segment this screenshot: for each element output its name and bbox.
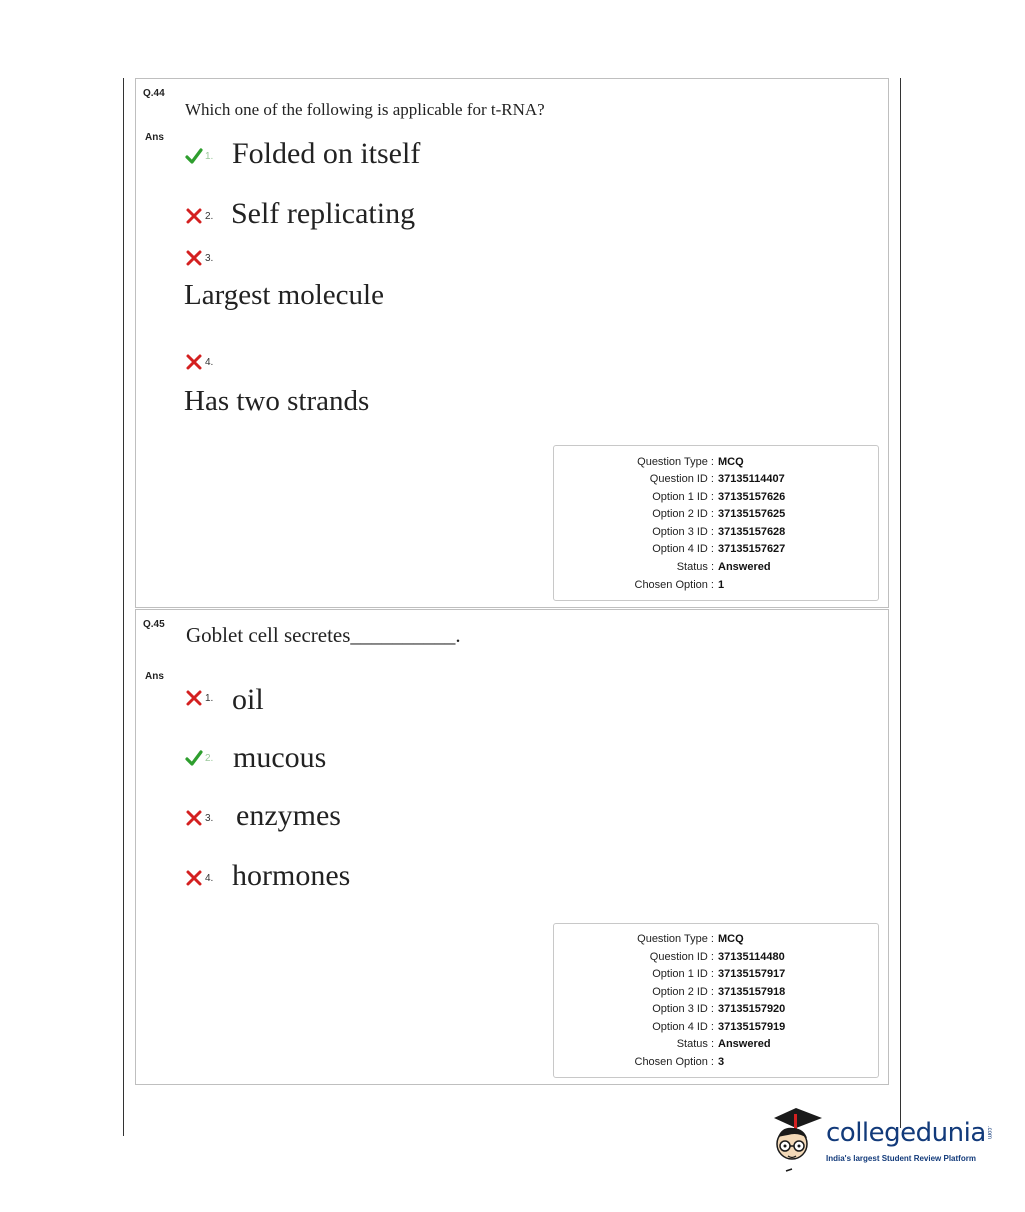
option-number: 3. [205, 812, 214, 824]
info-row [554, 470, 878, 488]
info-value: 37135157625 [718, 508, 786, 520]
logo-suffix: .com [986, 1126, 992, 1140]
question-info-panel [553, 445, 879, 601]
option-marker [185, 207, 213, 225]
info-row [554, 1035, 878, 1053]
mascot-icon [768, 1104, 824, 1174]
info-row [554, 558, 878, 576]
info-row [554, 948, 878, 966]
option-number: 2. [205, 210, 214, 222]
info-value: Answered [718, 561, 771, 573]
option-marker [185, 809, 213, 827]
cross-icon [185, 249, 203, 267]
question-card [135, 609, 889, 1085]
option-number: 1. [205, 150, 214, 162]
info-value: 37135157920 [718, 1003, 786, 1015]
question-text: Goblet cell secretes__________. [186, 623, 461, 647]
info-value: 37135114480 [718, 951, 785, 963]
answer-label: Ans [145, 132, 164, 143]
info-value: 37135157918 [718, 986, 786, 998]
info-row [554, 1053, 878, 1071]
info-label: Question ID : [649, 951, 714, 963]
info-row [554, 540, 878, 558]
option-number: 1. [205, 692, 214, 704]
question-number: Q.44 [143, 88, 165, 99]
question-card [135, 78, 889, 608]
option-marker [185, 749, 213, 767]
info-label: Question Type : [637, 456, 714, 468]
answer-label: Ans [145, 671, 164, 682]
info-row [554, 488, 878, 506]
info-label: Status : [676, 1038, 714, 1050]
cross-icon [185, 809, 203, 827]
info-label: Option 4 ID : [652, 1021, 714, 1033]
info-value: 1 [718, 579, 725, 591]
info-value: 37135157627 [718, 543, 786, 555]
option-text: enzymes [236, 799, 341, 832]
info-row [554, 1018, 878, 1036]
option-text: oil [232, 683, 264, 716]
info-label: Option 1 ID : [652, 491, 714, 503]
info-row [554, 523, 878, 541]
info-value: 37135157917 [718, 968, 786, 980]
info-value: 37135157626 [718, 491, 786, 503]
option-number: 3. [205, 252, 214, 264]
question-number: Q.45 [143, 619, 165, 630]
info-label: Option 2 ID : [652, 986, 714, 998]
info-label: Option 3 ID : [652, 1003, 714, 1015]
option-text: Self replicating [231, 197, 416, 230]
option-marker [185, 869, 213, 887]
info-label: Status : [676, 561, 714, 573]
info-value: Answered [718, 1038, 771, 1050]
info-label: Option 1 ID : [652, 968, 714, 980]
info-value: MCQ [718, 456, 744, 468]
logo-wordmark: collegedunia [826, 1118, 986, 1148]
option-marker [185, 689, 213, 707]
info-label: Option 2 ID : [652, 508, 714, 520]
option-text: mucous [233, 741, 327, 774]
left-page-border [123, 78, 124, 1136]
info-label: Option 3 ID : [652, 526, 714, 538]
question-text: Which one of the following is applicable for t-RNA? [185, 100, 545, 119]
info-value: 37135114407 [718, 473, 785, 485]
option-marker [185, 249, 213, 267]
option-number: 4. [205, 872, 214, 884]
question-info-panel [553, 923, 879, 1078]
info-label: Question ID : [649, 473, 714, 485]
option-text: Folded on itself [232, 137, 421, 170]
option-text: hormones [232, 859, 351, 892]
cross-icon [185, 869, 203, 887]
info-row [554, 965, 878, 983]
check-icon [185, 147, 203, 165]
info-value: 37135157628 [718, 526, 786, 538]
info-value: MCQ [718, 933, 744, 945]
cross-icon [185, 689, 203, 707]
info-value: 37135157919 [718, 1021, 786, 1033]
info-label: Chosen Option : [634, 579, 714, 591]
info-label: Chosen Option : [634, 1056, 714, 1068]
info-row [554, 576, 878, 594]
info-row [554, 930, 878, 948]
check-icon [185, 749, 203, 767]
cross-icon [185, 353, 203, 371]
info-row [554, 505, 878, 523]
option-text: Has two strands [184, 385, 370, 417]
collegedunia-logo[interactable] [768, 1104, 998, 1174]
logo-tagline: India's largest Student Review Platform [826, 1154, 976, 1163]
right-page-border [900, 78, 901, 1128]
cross-icon [185, 207, 203, 225]
option-text: Largest molecule [184, 279, 384, 311]
info-row [554, 983, 878, 1001]
info-label: Question Type : [637, 933, 714, 945]
info-value: 3 [718, 1056, 725, 1068]
option-number: 4. [205, 356, 214, 368]
option-marker [185, 353, 213, 371]
option-marker [185, 147, 213, 165]
info-row [554, 1000, 878, 1018]
info-label: Option 4 ID : [652, 543, 714, 555]
info-row [554, 453, 878, 471]
option-number: 2. [205, 752, 214, 764]
